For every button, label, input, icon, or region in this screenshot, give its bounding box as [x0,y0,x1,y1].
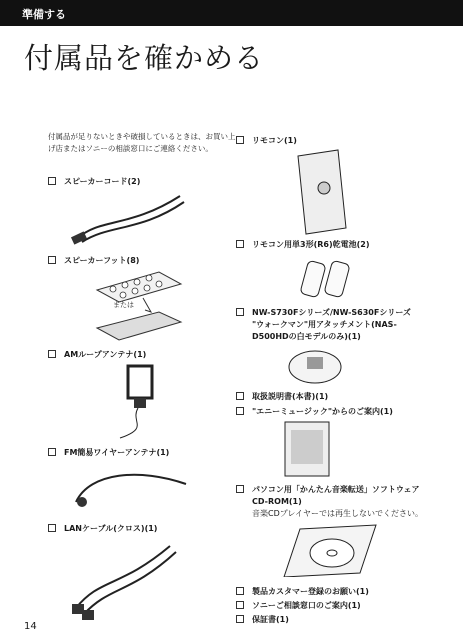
item-label: パソコン用「かんたん音楽転送」ソフトウェア [252,485,420,494]
speaker-cord-illustration [70,188,190,248]
section-header-bar [0,0,463,26]
page-number: 14 [24,621,37,632]
item-speaker-feet [48,255,139,267]
item-label: NW-S730Fシリーズ/NW-S630Fシリーズ [252,308,411,317]
item-label: FM簡易ワイヤーアンテナ(1) [64,448,170,457]
checkbox-icon [236,240,244,248]
fm-antenna-illustration [70,462,190,512]
item-label: 取扱説明書(本書)(1) [252,392,329,401]
checkbox-icon [236,601,244,609]
item-registration [236,586,369,598]
item-fm-antenna [48,447,169,459]
item-label: "エニーミュージック"からのご案内(1) [252,407,393,416]
anymusic-leaflet-illustration [283,420,333,478]
checkbox-icon [236,615,244,623]
checkbox-icon [48,256,56,264]
item-am-antenna [48,349,146,361]
checkbox-icon [48,448,56,456]
item-lan-cable [48,523,157,535]
item-label: AMループアンテナ(1) [64,350,147,359]
checkbox-icon [236,587,244,595]
item-software-cdrom [236,484,423,520]
checkbox-icon [48,350,56,358]
checkbox-icon [236,308,244,316]
item-anymusic [236,406,393,418]
remote-illustration [290,148,350,236]
item-warranty [236,614,289,626]
item-note: 音楽CDプレイヤーでは再生しないでください。 [252,509,424,518]
item-label: 製品カスタマー登録のお願い(1) [252,587,369,596]
item-label-cont: D500HDの白モデルのみ)(1) [252,332,361,341]
walkman-attachment-illustration [285,345,345,387]
section-label: 準備する [22,8,66,21]
item-remote [236,135,297,147]
batteries-illustration [300,254,360,298]
checkbox-icon [236,407,244,415]
item-label: スピーカーフット(8) [64,256,140,265]
speaker-feet-illustration [93,268,183,348]
item-label: ソニーご相談窓口のご案内(1) [252,601,361,610]
item-support-info [236,600,361,612]
or-label: または [113,301,134,309]
checkbox-icon [48,524,56,532]
item-label: スピーカーコード(2) [64,177,141,186]
checkbox-icon [236,392,244,400]
page-title: 付属品を確かめる [24,41,265,75]
item-speaker-cord [48,176,140,188]
item-batteries [236,239,369,251]
intro-text: 付属品が足りないときや破損しているときは、お買い上げ店またはソニーの相談窓口にご連絡ください。 [48,132,236,153]
lan-cable-illustration [70,538,180,620]
checkbox-icon [236,485,244,493]
item-manual [236,391,328,403]
am-antenna-illustration [110,362,170,442]
checkbox-icon [236,136,244,144]
item-walkman-attachment [236,307,411,343]
item-label: リモコン用単3形(R6)乾電池(2) [252,240,370,249]
item-label-cont: CD-ROM(1) [252,497,302,506]
cdrom-illustration [280,521,380,577]
item-label: リモコン(1) [252,136,297,145]
checkbox-icon [48,177,56,185]
item-label: LANケーブル(クロス)(1) [64,524,158,533]
item-label-cont: "ウォークマン"用アタッチメント(NAS- [252,320,397,329]
item-label: 保証書(1) [252,615,289,624]
